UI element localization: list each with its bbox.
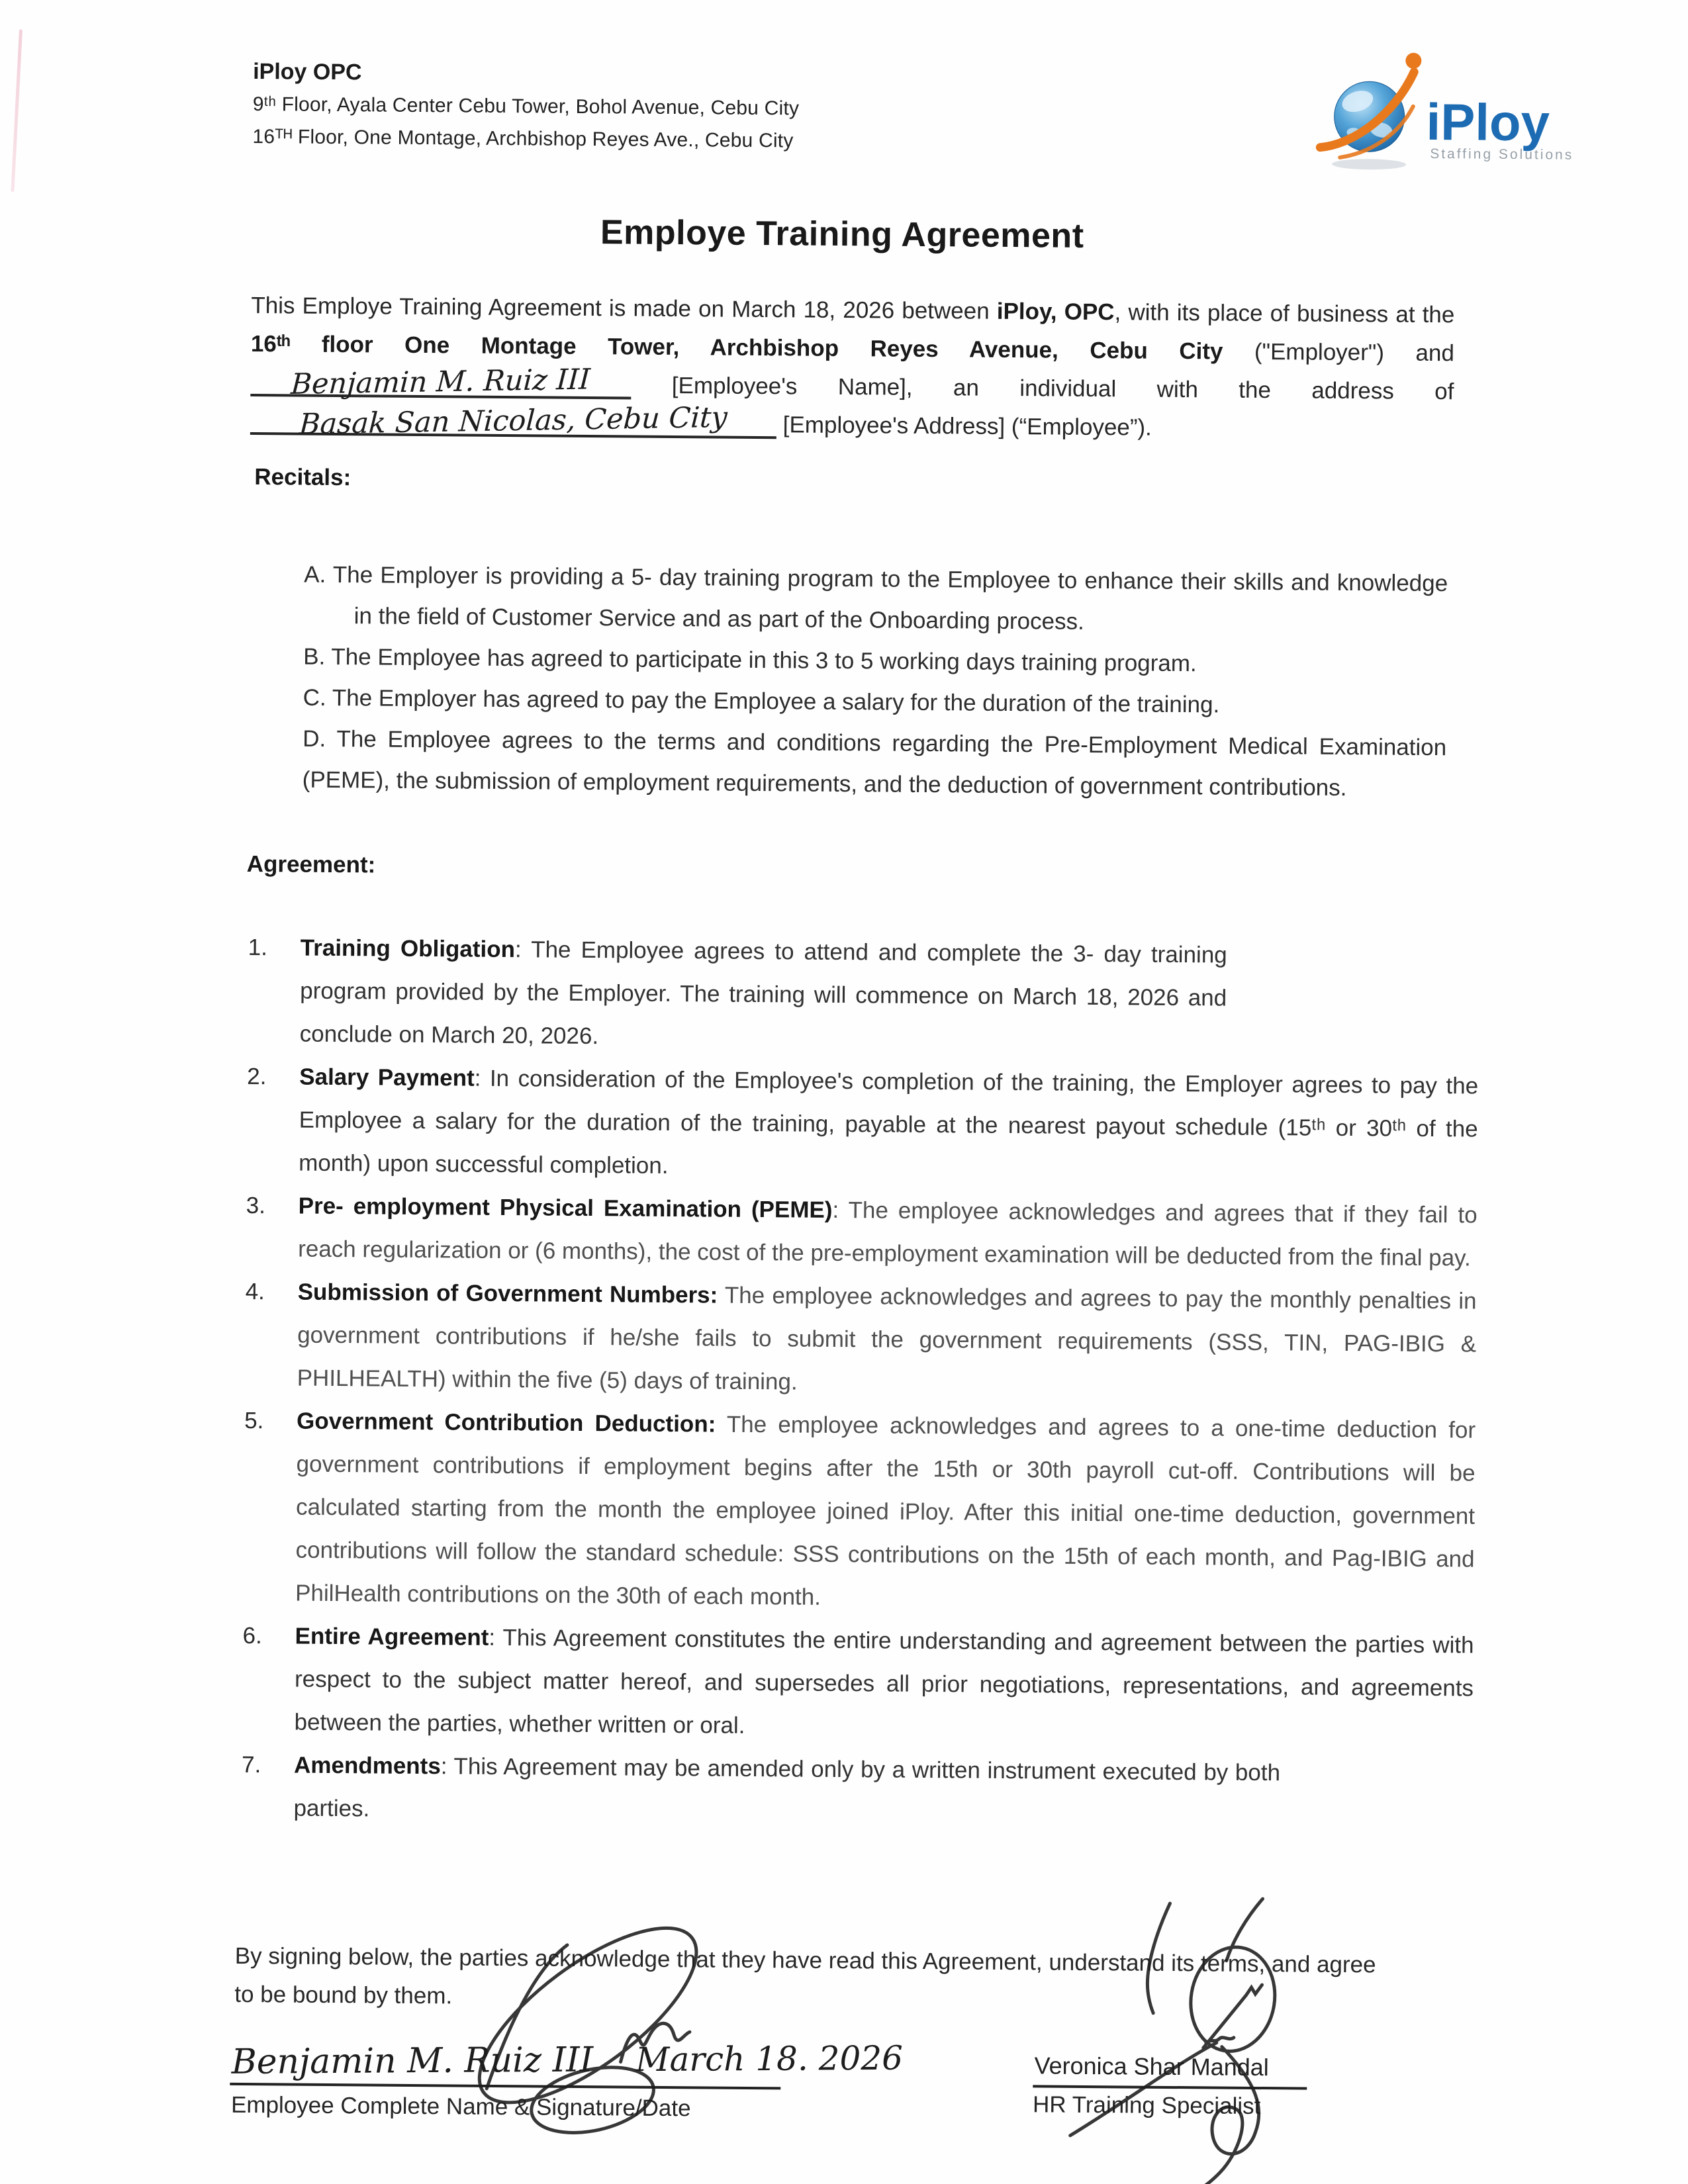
recital-item-a (303, 555, 1448, 646)
item-lead: Salary Payment (299, 1064, 475, 1091)
agreement-item-2 (246, 1055, 1478, 1194)
item-text (298, 1185, 1477, 1280)
employee-name-blank (250, 363, 631, 400)
recital-item-d (303, 719, 1447, 810)
company-address-line-1: 9ᵗʰ Floor, Ayala Center Cebu Tower, Bohol Avenue, Cebu City (252, 93, 800, 120)
company-address-line-2: 16ᵀᴴ Floor, One Montage, Archbishop Reyes Ave., Cebu City (252, 126, 794, 152)
item-text (299, 1056, 1478, 1194)
recitals-heading: Recitals: (254, 464, 352, 491)
recital-text: The Employer has agreed to pay the Employee a salary for the duration of the training. (332, 684, 1220, 718)
item-text (297, 1271, 1476, 1409)
recital-text: The Employee agrees to the terms and conditions regarding the Pre-Employment Medical Examination (PEME), the submission of employment requirements, and the deduction of government contributions. (302, 726, 1447, 801)
recital-text: The Employee has agreed to participate in this 3 to 5 working days training program. (331, 643, 1197, 677)
agreement-heading: Agreement: (246, 850, 376, 878)
page-title: Employe Training Agreement (600, 213, 1084, 255)
employer-address-bold: 16ᵗʰ floor One Montage Tower, Archbishop Reyes Avenue, Cebu City (250, 330, 1223, 365)
item-body: : This Agreement may be amended only by a written instrument executed by both parties. (293, 1753, 1281, 1822)
closing-paragraph: By signing below, the parties acknowledge that they have read this Agreement, understand its terms, and agree to be bound by them. (234, 1942, 1376, 2009)
item-lead: Entire Agreement (295, 1623, 489, 1651)
agreement-item-4 (244, 1270, 1476, 1409)
item-body: : The employee acknowledges and agrees that if they fail to reach regularization or (6 months), the cost of the pre-employment examination will be deducted from the final pay. (298, 1197, 1477, 1271)
recital-letter: D. (303, 725, 326, 752)
intro-seg-3: ("Employer") and (1223, 338, 1455, 367)
item-number: 4. (245, 1278, 265, 1305)
item-lead: Amendments (293, 1752, 441, 1780)
recital-letter: C. (303, 684, 326, 711)
item-lead: Pre- employment Physical Examination (PEME) (298, 1193, 833, 1223)
employee-address-handwriting: Basak San Nicolas, Cebu City (298, 400, 729, 441)
item-body: : The Employee agrees to attend and complete the 3- day training program provided by the Employer. The training will commence on March 18, 2026 and conclude on March 20, 2026. (299, 936, 1227, 1050)
logo-brand-text: iPloy (1426, 92, 1550, 152)
employee-signature-text (231, 2038, 903, 2082)
agreement-item-3 (246, 1184, 1477, 1280)
item-body: The employee acknowledges and agrees to pay the monthly penalties in government contributions if he/she fails to submit the government requirements (SSS, TIN, PAG-IBIG & PHILHEALTH) within the five (5) days of training. (297, 1282, 1477, 1395)
employer-name-bold: iPloy, OPC (996, 298, 1115, 326)
hr-signature-block (1033, 2052, 1444, 2121)
intro-paragraph (250, 287, 1455, 449)
employee-signature-label: Employee Complete Name & Signature/Date (230, 2091, 691, 2122)
intro-seg-1: This Employe Training Agreement is made on March 18, 2026 between (251, 292, 997, 324)
intro-seg-2: , with its place of business at the (1114, 299, 1455, 328)
item-body: : This Agreement constitutes the entire understanding and agreement between the parties with respect to the subject matter hereof, and supersedes all prior negotiations, representations, and agreements between the parties, whether written or oral. (294, 1624, 1474, 1739)
agreement-item-6 (242, 1614, 1474, 1753)
company-name: iPloy OPC (253, 59, 362, 85)
item-text (299, 927, 1227, 1063)
item-number: 6. (242, 1622, 262, 1649)
hr-name: Veronica Shar Mandal (1033, 2052, 1307, 2089)
intro-seg-4: [Employee's Name], an individual with the address of (631, 372, 1454, 405)
item-text (295, 1400, 1476, 1624)
item-lead: Submission of Government Numbers: (297, 1279, 718, 1308)
employee-signature-block (229, 2014, 998, 2165)
employee-address-blank (250, 402, 776, 439)
scan-artifact (11, 29, 23, 192)
recitals-list (303, 555, 1448, 810)
intro-seg-5: [Employee's Address] (“Employee”). (776, 412, 1152, 441)
item-body: : In consideration of the Employee's completion of the training, the Employer agrees to pay the Employee a salary for the duration of the training, payable at the nearest payout schedule (15ᵗʰ or 30ᵗʰ of the month) upon successful completion. (299, 1065, 1479, 1179)
item-text (293, 1744, 1280, 1838)
recital-letter: A. (304, 561, 326, 588)
agreement-list (241, 926, 1479, 1839)
item-number: 5. (244, 1407, 264, 1434)
hr-signature-scribble (1070, 1897, 1283, 2184)
recital-text: The Employer is providing a 5- day training program to the Employee to enhance their skills and knowledge in the field of Customer Service and as part of the Onboarding process. (332, 561, 1448, 635)
item-body: The employee acknowledges and agrees to a one-time deduction for government contributions if employment begins after the 15th or 30th payroll cut-off. Contributions will be calculated starting from the month the employee joined iPloy. After this initial one-time deduction, government contributions will follow the standard schedule: SSS contributions on the 15th of each month, and Pag-IBIG and PhilHealth contributions on the 30th of each month. (295, 1411, 1476, 1610)
item-number: 7. (241, 1751, 261, 1778)
employee-signature-line (230, 2083, 780, 2090)
item-text (294, 1615, 1474, 1753)
agreement-item-1 (247, 926, 1479, 1065)
employee-name-handwriting: Benjamin M. Ruiz III (290, 363, 592, 402)
signature-date-handwriting: March 18. 2026 (635, 2038, 904, 2079)
employee-signed-name-handwriting: Benjamin M. Ruiz III (231, 2040, 594, 2082)
hr-signature-label: HR Training Specialist (1032, 2091, 1261, 2120)
item-number: 2. (247, 1063, 267, 1090)
company-logo (1276, 38, 1589, 183)
agreement-item-5 (243, 1399, 1476, 1624)
item-number: 1. (248, 934, 268, 961)
item-lead: Training Obligation (300, 934, 516, 963)
agreement-item-7 (241, 1743, 1473, 1839)
item-number: 3. (246, 1192, 266, 1219)
logo-tagline-text: Staffing Solutions (1430, 146, 1574, 163)
item-lead: Government Contribution Deduction: (296, 1408, 716, 1437)
recital-letter: B. (303, 643, 326, 670)
